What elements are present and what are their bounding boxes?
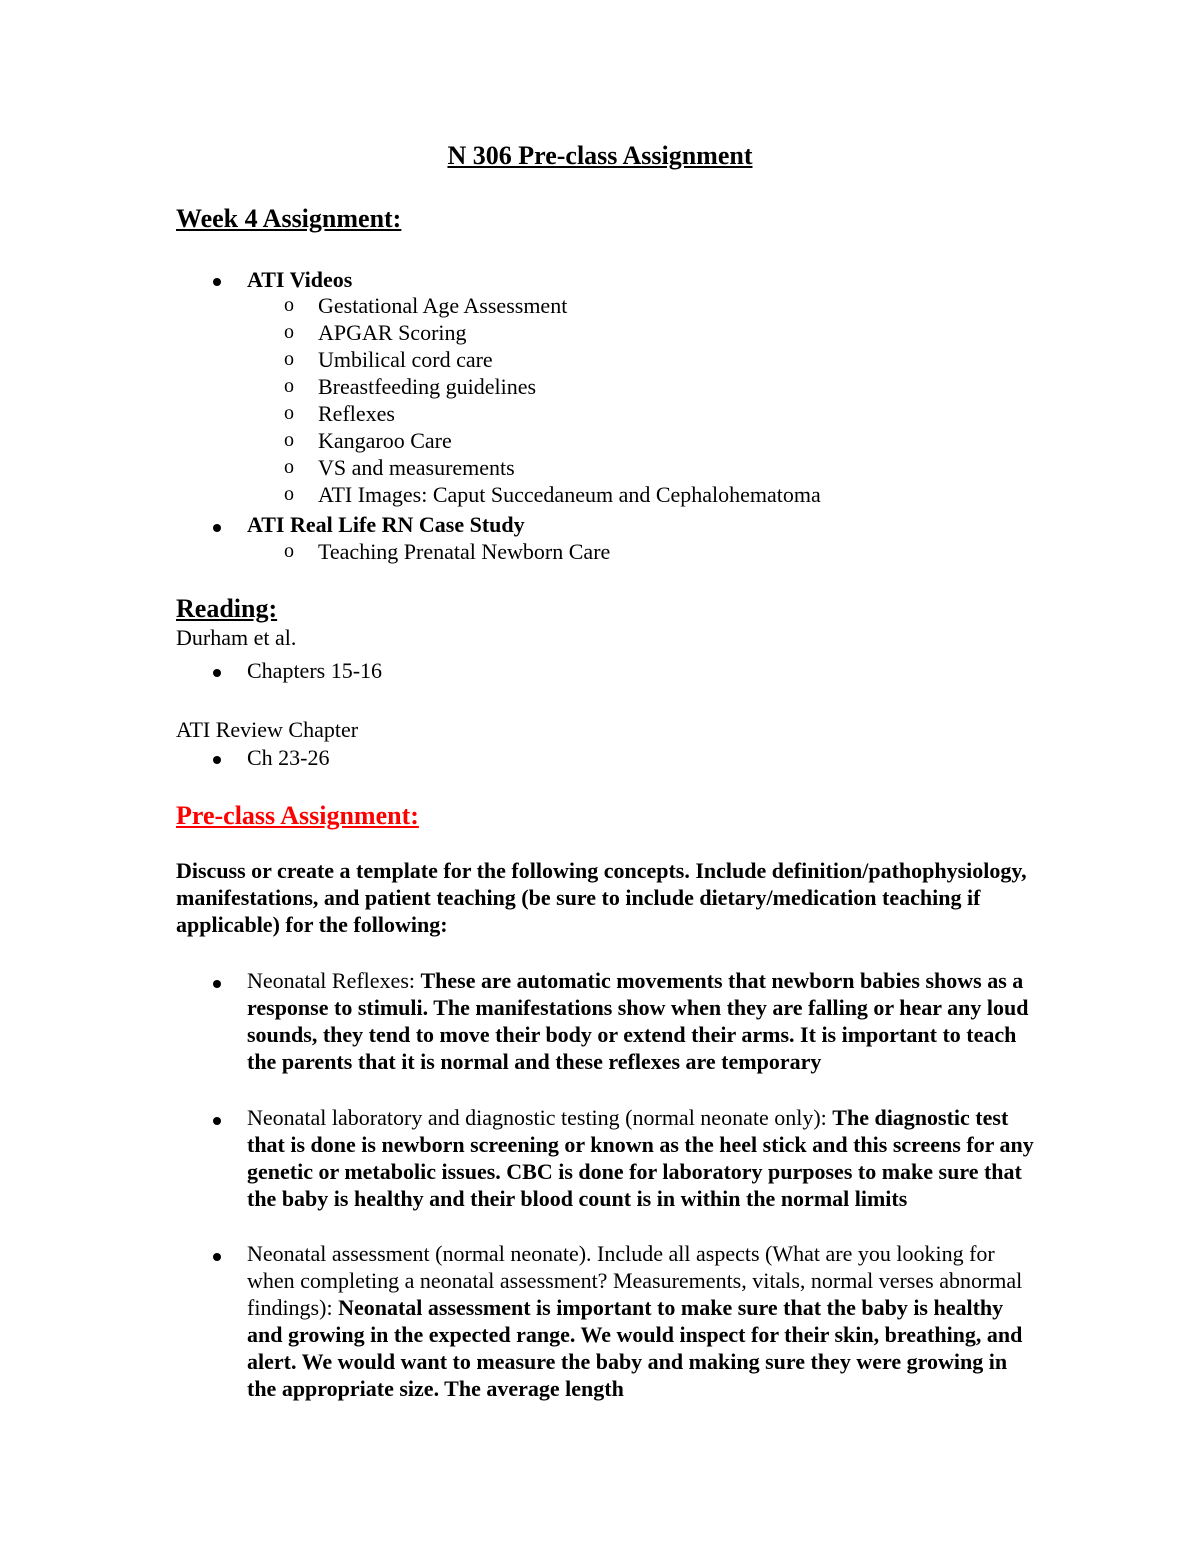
preclass-intro: Discuss or create a template for the following concepts. Include definition/pathophysiology, manifestations, and patient teaching (be sure to include dietary/medication teaching if applicable) for the following:	[176, 858, 1027, 937]
list-item	[247, 967, 1037, 1075]
circle-bullet-icon: o	[284, 402, 294, 424]
circle-bullet-icon: o	[284, 540, 294, 562]
week-heading: Week 4 Assignment:	[176, 204, 402, 233]
bullet-icon	[213, 669, 221, 677]
bullet-icon	[213, 524, 221, 532]
bullet-icon	[213, 980, 221, 988]
circle-bullet-icon: o	[284, 456, 294, 478]
list-item	[247, 1240, 1037, 1402]
list-item: ATI Images: Caput Succedaneum and Cephalohematoma	[318, 482, 821, 507]
document-title: N 306 Pre-class Assignment	[447, 141, 753, 170]
circle-bullet-icon: o	[284, 375, 294, 397]
list-item: APGAR Scoring	[318, 320, 467, 345]
circle-bullet-icon: o	[284, 294, 294, 316]
list-item: Umbilical cord care	[318, 347, 493, 372]
bullet-icon	[213, 756, 221, 764]
list-item: Reflexes	[318, 401, 395, 426]
list-item: Chapters 15-16	[247, 658, 383, 683]
bullet-icon	[213, 278, 221, 286]
topic-prompt: Neonatal laboratory and diagnostic testing (normal neonate only):	[247, 1105, 833, 1130]
list-item: VS and measurements	[318, 455, 515, 480]
topic-prompt: Neonatal assessment (normal neonate). Include all aspects (What are you looking for when completing a neonatal assessment? Measurements, vitals, normal verses abnormal findings):	[247, 1241, 1023, 1320]
list-item: Breastfeeding guidelines	[318, 374, 537, 399]
reading-heading: Reading:	[176, 594, 278, 623]
circle-bullet-icon: o	[284, 321, 294, 343]
ati-videos-label: ATI Videos	[247, 267, 353, 292]
circle-bullet-icon: o	[284, 429, 294, 451]
preclass-heading: Pre-class Assignment:	[176, 801, 419, 830]
topic-answer: These are automatic movements that newborn babies shows as a response to stimuli. The manifestations show when they are falling or hear any loud sounds, they tend to move their body or extend their arms. It is important to teach the parents that it is normal and these reflexes are temporary	[247, 968, 1029, 1074]
circle-bullet-icon: o	[284, 483, 294, 505]
circle-bullet-icon: o	[284, 348, 294, 370]
topic-prompt: Neonatal Reflexes:	[247, 968, 421, 993]
topic-answer: The diagnostic test that is done is newborn screening or known as the heel stick and this screens for any genetic or metabolic issues. CBC is done for laboratory purposes to make sure that the baby is healthy and their blood count is in within the normal limits	[247, 1105, 1034, 1211]
bullet-icon	[213, 1253, 221, 1261]
case-study-label: ATI Real Life RN Case Study	[247, 512, 525, 537]
list-item: Teaching Prenatal Newborn Care	[318, 539, 611, 564]
list-item: Gestational Age Assessment	[318, 293, 568, 318]
list-item: Kangaroo Care	[318, 428, 452, 453]
bullet-icon	[213, 1117, 221, 1125]
list-item: Ch 23-26	[247, 745, 330, 770]
reading-source-durham: Durham et al.	[176, 625, 297, 650]
reading-source-ati: ATI Review Chapter	[176, 717, 359, 742]
topic-answer: Neonatal assessment is important to make sure that the baby is healthy and growing in the expected range. We would inspect for their skin, breathing, and alert. We would want to measure the baby and making sure they were growing in the appropriate size. The average length	[247, 1295, 1023, 1401]
list-item	[247, 1104, 1037, 1212]
